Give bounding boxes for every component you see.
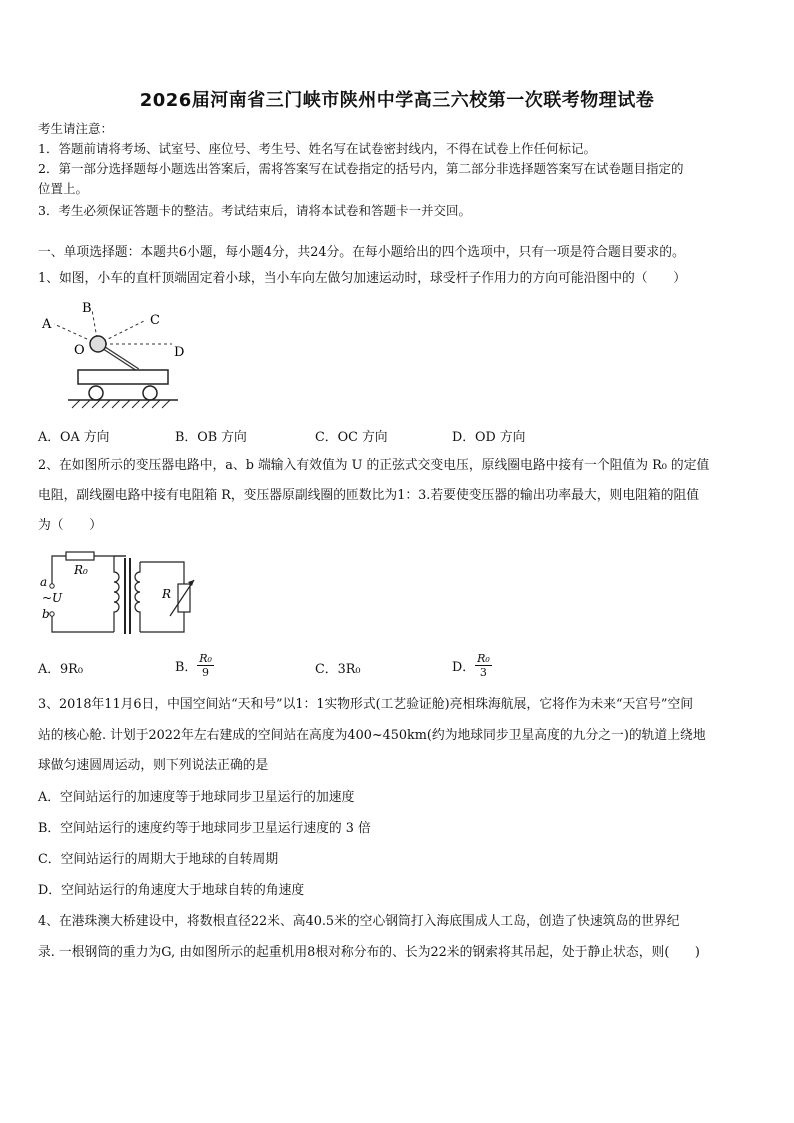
q2-secondary-coil xyxy=(135,562,140,632)
q1-stem: 1、如图，小车的直杆顶端固定着小球，当小车向左做匀加速运动时，球受杆子作用力的方向可能沿图中的（ ） xyxy=(38,271,686,286)
notice-item-3: 3．考生必须保证答题卡的整洁。考试结束后，请将本试卷和答题卡一并交回。 xyxy=(38,203,471,218)
q2-option-a[interactable]: A．9R₀ xyxy=(38,662,83,677)
q3-option-a[interactable]: A．空间站运行的加速度等于地球同步卫星运行的加速度 xyxy=(38,790,355,805)
q1-figure xyxy=(38,296,198,416)
q2-option-d-numerator: R₀ xyxy=(477,652,490,665)
q1-label-b: B xyxy=(82,301,92,316)
q1-option-a[interactable]: A．OA 方向 xyxy=(38,430,110,445)
q2-option-d-denominator: 3 xyxy=(479,666,487,679)
q2-option-b-numerator: R₀ xyxy=(199,652,212,665)
q1-label-c: C xyxy=(150,313,160,328)
page-title: 2026届河南省三门峡市陕州中学高三六校第一次联考物理试卷 xyxy=(139,90,655,111)
q1-label-d: D xyxy=(174,345,185,360)
notice-item-2-cont: 位置上。 xyxy=(38,181,89,196)
q3-stem-line-2: 站的核心舱. 计划于2022年左右建成的空间站在高度为400~450km(约为地球同步卫星高度的九分之一)的轨道上绕地 xyxy=(38,728,706,743)
q4-stem-line-1: 4、在港珠澳大桥建设中，将数根直径22米、高40.5米的空心钢筒打入海底围成人工岛，创造了快速筑岛的世界纪 xyxy=(38,914,680,929)
q2-primary-coil xyxy=(114,556,119,632)
q2-label-b: b xyxy=(42,607,50,621)
q2-label-r0: R₀ xyxy=(74,563,88,577)
q2-option-b-label: B． xyxy=(175,660,198,675)
q3-option-c[interactable]: C．空间站运行的周期大于地球的自转周期 xyxy=(38,852,279,867)
q2-option-b[interactable] xyxy=(175,652,214,679)
q3-stem-line-3: 球做匀速圆周运动，则下列说法正确的是 xyxy=(38,758,269,773)
q2-label-u: ~U xyxy=(42,591,63,605)
q1-cart xyxy=(78,370,168,384)
q2-option-d-label: D． xyxy=(452,660,476,675)
q1-label-a: A xyxy=(42,317,52,332)
q2-stem-line-3: 为（ ） xyxy=(38,518,102,533)
q2-option-b-denominator: 9 xyxy=(202,666,210,679)
section-heading: 一、单项选择题：本题共6小题，每小题4分，共24分。在每小题给出的四个选项中，只有一项是符合题目要求的。 xyxy=(38,245,685,260)
q2-terminal-b xyxy=(50,612,54,616)
notice-item-1: 1．答题前请将考场、试室号、座位号、考生号、姓名写在试卷密封线内，不得在试卷上作任何标记。 xyxy=(38,141,596,156)
q2-option-c[interactable]: C．3R₀ xyxy=(315,662,361,677)
q2-option-d-fraction xyxy=(475,652,492,679)
q1-option-b[interactable]: B．OB 方向 xyxy=(175,430,247,445)
q2-stem-line-2: 电阻，副线圈电路中接有电阻箱 R，变压器原副线圈的匝数比为1：3.若要使变压器的输出功率最大，则电阻箱的阻值 xyxy=(38,488,700,503)
q1-option-d[interactable]: D．OD 方向 xyxy=(452,430,526,445)
q2-terminal-a xyxy=(50,584,54,588)
q1-wheel-left xyxy=(89,386,103,400)
q1-wheel-right xyxy=(143,386,157,400)
q3-stem-line-1: 3、2018年11月6日，中国空间站“天和号”以1：1实物形式(工艺验证舱)亮相珠海航展，它将作为未来“天宫号”空间 xyxy=(38,697,694,712)
q3-option-b[interactable]: B．空间站运行的速度约等于地球同步卫星运行速度的 3 倍 xyxy=(38,821,371,836)
q2-label-a: a xyxy=(40,575,48,589)
q2-options xyxy=(38,652,758,682)
q1-ball xyxy=(90,336,106,352)
q4-stem-line-2: 录. 一根钢筒的重力为G, 由如图所示的起重机用8根对称分布的、长为22米的钢索将其吊起，处于静止状态，则( ) xyxy=(38,945,700,960)
q2-figure xyxy=(38,548,198,640)
notice-item-2: 2．第一部分选择题每小题选出答案后，需将答案写在试卷指定的括号内，第二部分非选择题答案写在试卷题目指定的 xyxy=(38,161,684,176)
q2-option-d[interactable] xyxy=(452,652,492,679)
q1-option-c[interactable]: C．OC 方向 xyxy=(315,430,388,445)
notice-header: 考生请注意： xyxy=(38,121,114,136)
q1-label-o: O xyxy=(74,343,85,358)
q2-option-b-fraction xyxy=(197,652,214,679)
q2-label-r: R xyxy=(162,587,172,601)
q3-option-d[interactable]: D．空间站运行的角速度大于地球自转的角速度 xyxy=(38,883,305,898)
q2-resistor-r0 xyxy=(66,552,94,560)
q2-stem-line-1: 2、在如图所示的变压器电路中，a、b 端输入有效值为 U 的正弦式交变电压，原线圈电路中接有一个阻值为 R₀ 的定值 xyxy=(38,458,710,473)
